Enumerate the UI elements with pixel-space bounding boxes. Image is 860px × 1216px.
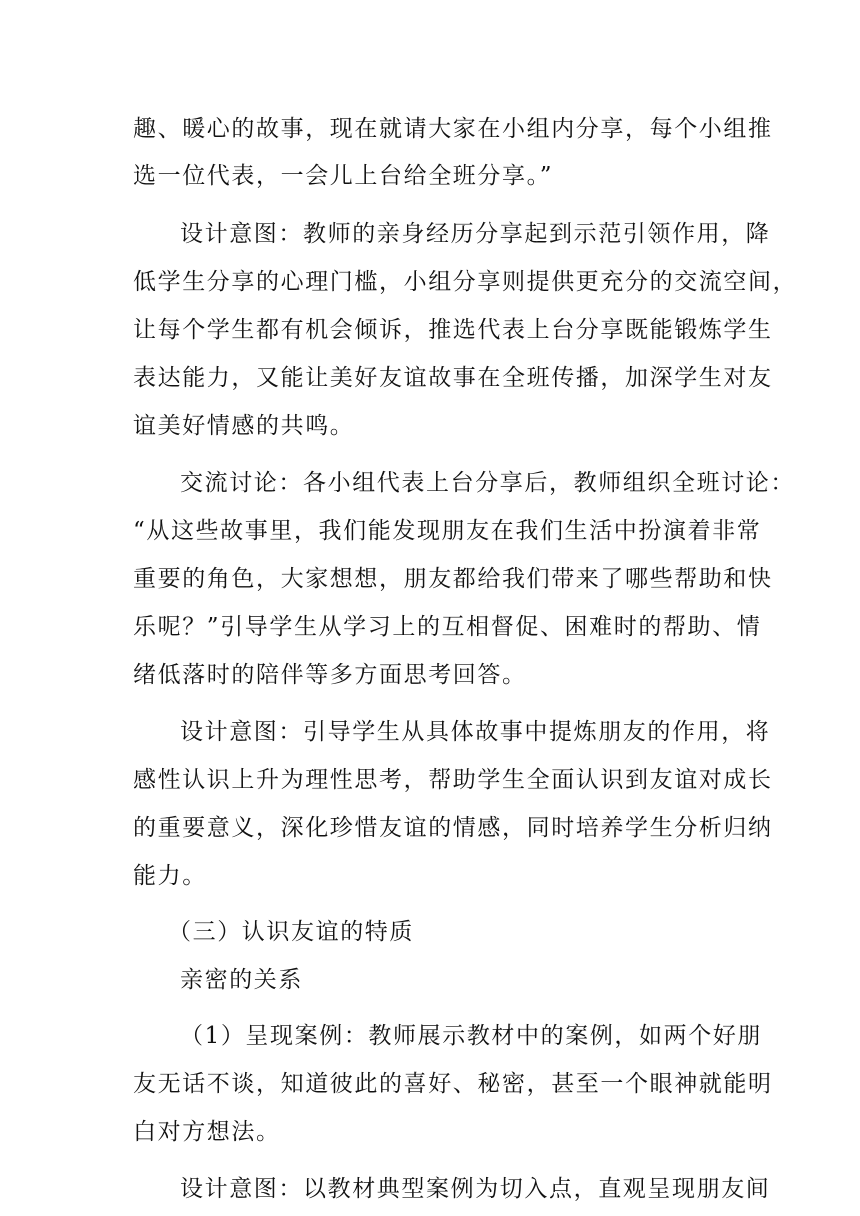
text-line: 让每个学生都有机会倾诉，推选代表上台分享既能锻炼学生 [133,317,773,343]
text-line: 重要的角色，大家想想，朋友都给我们带来了哪些帮助和快 [133,566,773,592]
text-line: 趣、暖心的故事，现在就请大家在小组内分享，每个小组推 [133,116,773,142]
text-line: 谊美好情感的共鸣。 [133,413,355,439]
text-line: 友无话不谈，知道彼此的喜好、秘密，甚至一个眼神就能明 [133,1071,773,1097]
section-heading: （三）认识友谊的特质 [168,919,414,945]
text-line: 的重要意义，深化珍惜友谊的情感，同时培养学生分析归纳 [133,815,773,841]
text-line: 能力。 [133,863,207,889]
text-line: 设计意图：教师的亲身经历分享起到示范引领作用，降 [180,221,771,247]
text-line: “从这些故事里，我们能发现朋友在我们生活中扮演着非常 [133,518,762,544]
text-line: 白对方想法。 [133,1119,281,1145]
text-line: 设计意图：引导学生从具体故事中提炼朋友的作用，将 [180,719,771,745]
text-line: 感性认识上升为理性思考，帮助学生全面认识到友谊对成长 [133,767,773,793]
text-line: 表达能力，又能让美好友谊故事在全班传播，加深学生对友 [133,365,773,391]
text-line: 绪低落时的陪伴等多方面思考回答。 [133,662,527,688]
subsection-heading: 亲密的关系 [180,967,303,993]
text-line: 乐呢？”引导学生从学习上的互相督促、困难时的帮助、情 [133,614,762,640]
text-line: 选一位代表，一会儿上台给全班分享。” [133,163,554,189]
text-line: 低学生分享的心理门槛，小组分享则提供更充分的交流空间， [133,269,798,295]
text-line: 交流讨论：各小组代表上台分享后，教师组织全班讨论： [180,470,795,496]
text-line: 设计意图：以教材典型案例为切入点，直观呈现朋友间 [180,1176,771,1202]
text-line: （1）呈现案例：教师展示教材中的案例，如两个好朋 [180,1023,763,1049]
